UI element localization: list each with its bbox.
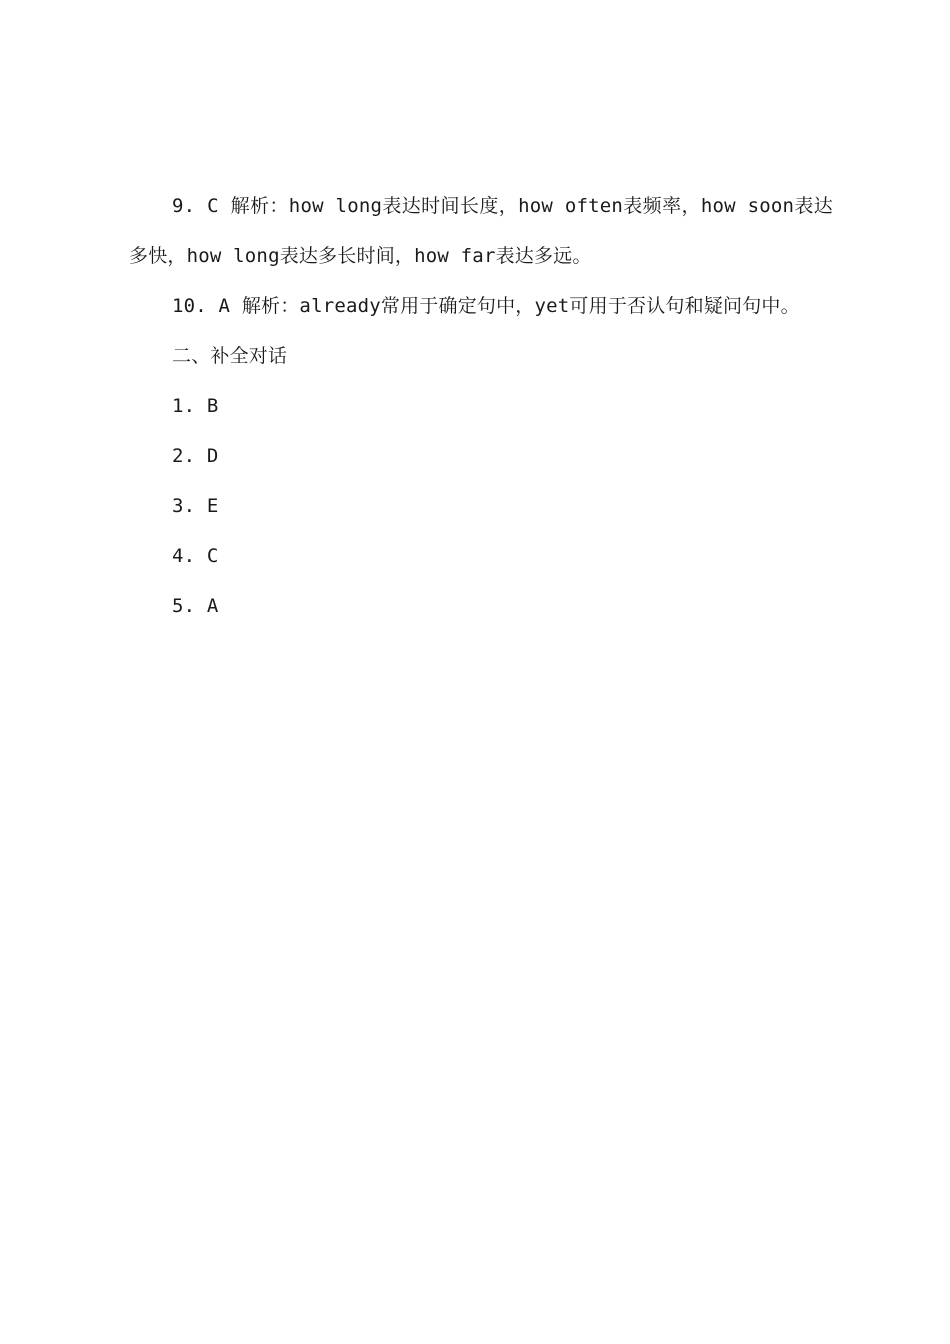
section-heading: 二、补全对话	[172, 345, 288, 367]
explanation-item-9: 9. C 解析：how long表达时间长度，how often表频率，how soon表达多快，how long表达多长时间，how far表达多远。	[129, 195, 833, 267]
answer-item-4: 4. C	[172, 545, 219, 567]
answer-item-5: 5. A	[172, 595, 219, 617]
answer-item-1: 1. B	[172, 395, 219, 417]
document-body	[129, 181, 833, 631]
answer-item-2: 2. D	[172, 445, 219, 467]
answer-item-3: 3. E	[172, 495, 219, 517]
explanation-item-10: 10. A 解析：already常用于确定句中，yet可用于否认句和疑问句中。	[172, 295, 800, 317]
